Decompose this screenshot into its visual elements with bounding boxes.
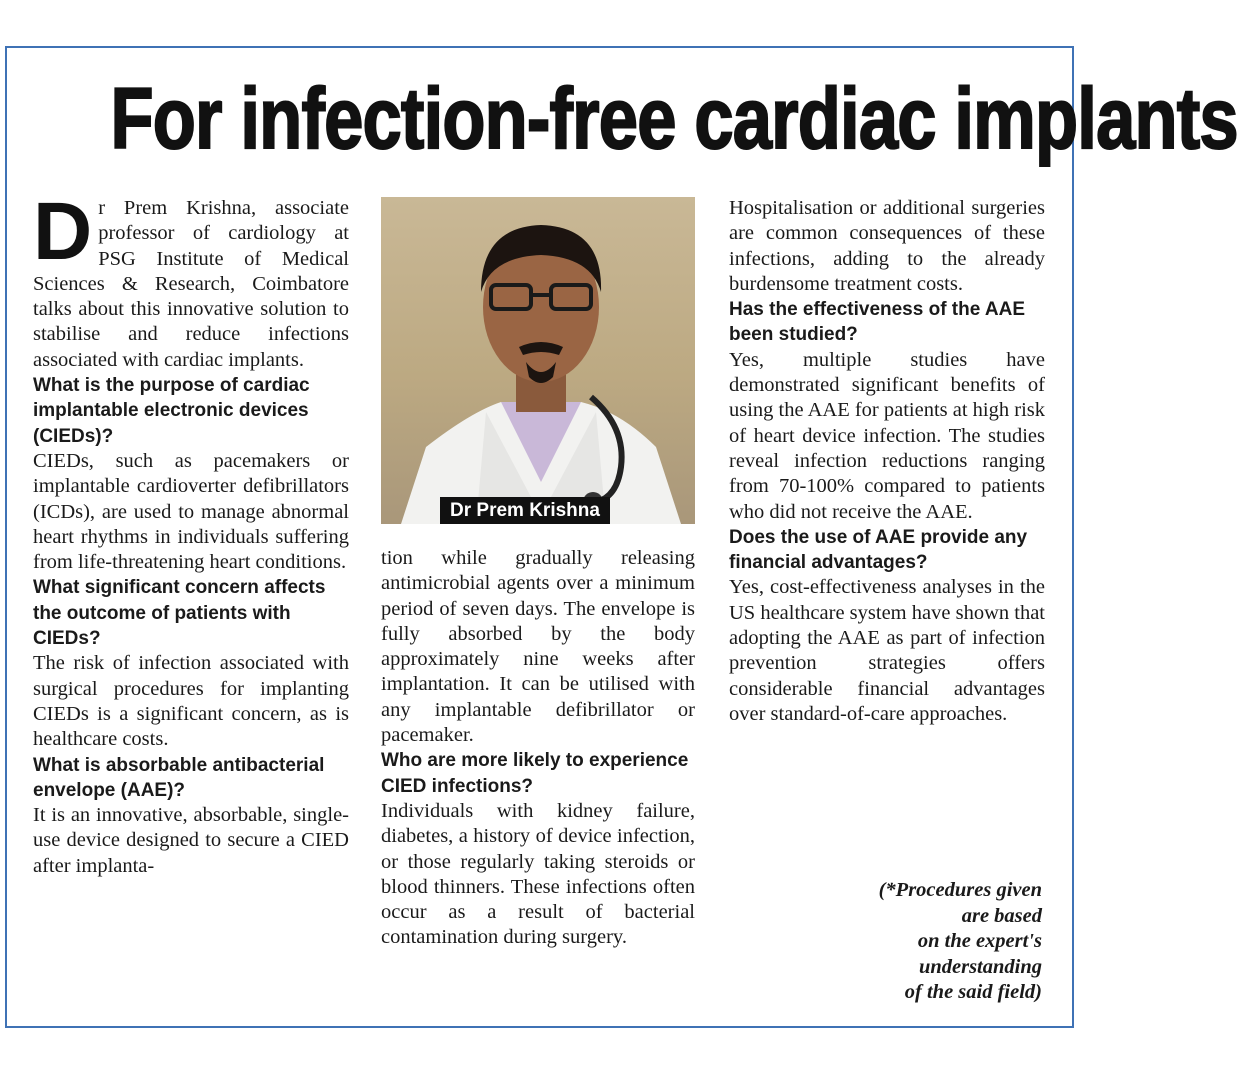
disclaimer-line: (*Procedures given — [878, 879, 1042, 901]
headline: For infection-free cardiac implants — [110, 71, 1238, 167]
portrait-photo — [381, 197, 695, 524]
question-financial-advantages: Does the use of AAE provide any financial advantages? — [729, 526, 1028, 574]
question-what-is-aae: What is absorbable antibacterial envelope (AAE)? — [33, 754, 325, 801]
article-column-3 — [729, 196, 1045, 727]
disclaimer-line: are based — [961, 904, 1042, 927]
answer-who-at-risk-continued: Hospitalisation or additional surgeries are common consequences of these infections, adding to the already burdensome treatment costs. — [729, 197, 1045, 295]
answer-who-at-risk: Individuals with kidney failure, diabetes, a history of device infection, or those regularly taking steroids or blood thinners. These infections often occur as a result of bacterial contamination during surgery. — [381, 799, 695, 949]
intro-paragraph — [33, 186, 349, 373]
photo-caption: Dr Prem Krishna — [440, 497, 610, 524]
answer-what-is-aae: It is an innovative, absorbable, single-use device designed to secure a CIED after implanta- — [33, 804, 349, 877]
question-aae-studied: Has the effectiveness of the AAE been studied? — [729, 299, 1025, 346]
doctor-portrait-illustration — [381, 197, 695, 524]
intro-text: r Prem Krishna, associate professor of cardiology at PSG Institute of Medical Sciences & Research, Coimbatore talks about this innovative solution to stabilise and reduce infections associated with cardiac implants. — [33, 197, 349, 371]
disclaimer-line: on the expert's — [917, 930, 1042, 952]
answer-cied-purpose: CIEDs, such as pacemakers or implantable cardioverter defibrillators (ICDs), are used to manage abnormal heart rhythms in individuals suffering from life-threatening heart conditions. — [33, 449, 349, 574]
article-column-1 — [33, 186, 349, 879]
answer-what-is-aae-continued: tion while gradually releasing antimicrobial agents over a minimum period of seven days. The envelope is fully absorbed by the body approximately nine weeks after implantation. It can be utilised with any implantable defibrillator or pacemaker. — [381, 547, 695, 747]
answer-financial-advantages: Yes, cost-effectiveness analyses in the US healthcare system have shown that adopting the AAE as part of infection prevention strategies offers considerable financial advantages over standard-of-care approaches. — [729, 576, 1045, 725]
answer-aae-studied: Yes, multiple studies have demonstrated significant benefits of using the AAE for patients at high risk of heart device infection. The studies reveal infection reductions ranging from 70-100% compared to patients who did not receive the AAE. — [729, 348, 1045, 523]
question-cied-purpose: What is the purpose of cardiac implantable electronic devices (CIEDs)? — [33, 375, 310, 447]
disclaimer-note — [780, 878, 1042, 1006]
drop-cap: D — [33, 186, 93, 277]
article-column-2 — [381, 546, 695, 951]
disclaimer-line: of the said field) — [904, 981, 1042, 1003]
answer-significant-concern: The risk of infection associated with surgical procedures for implanting CIEDs is a significant concern, as is healthcare costs. — [33, 652, 349, 751]
disclaimer-line: understanding — [918, 955, 1042, 978]
question-who-at-risk: Who are more likely to experience CIED infections? — [381, 750, 689, 797]
question-significant-concern: What significant concern affects the outcome of patients with CIEDs? — [33, 577, 326, 650]
